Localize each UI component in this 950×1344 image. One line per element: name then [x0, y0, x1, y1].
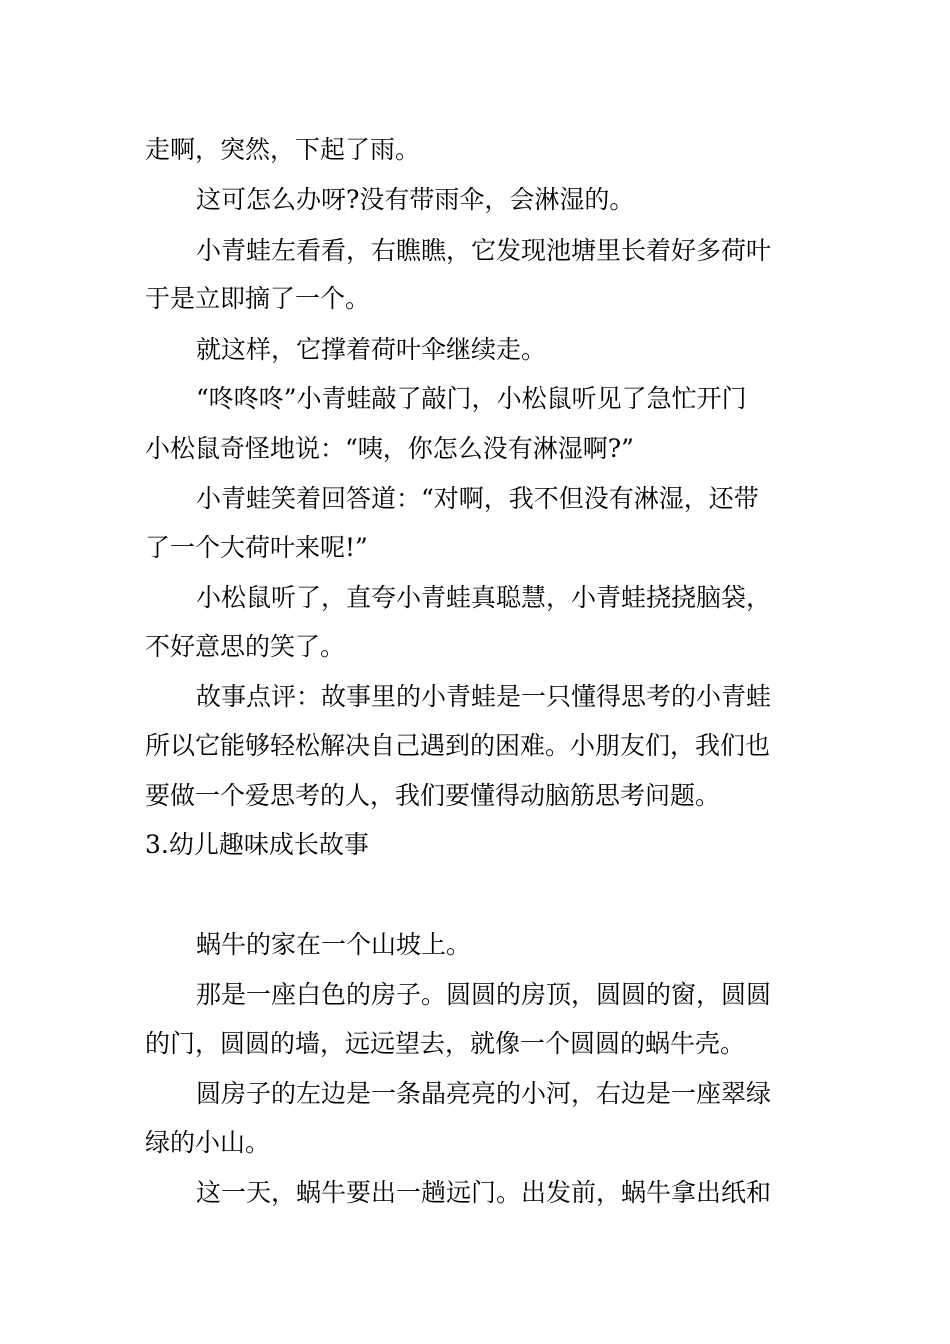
text-line: 故事点评：故事里的小青蛙是一只懂得思考的小青蛙 [196, 682, 772, 711]
text-line: 这一天，蜗牛要出一趟远门。出发前，蜗牛拿出纸和 [196, 1178, 772, 1207]
text-line: 小松鼠听了，直夸小青蛙真聪慧，小青蛙挠挠脑袋， [196, 583, 772, 612]
text-line: 不好意思的笑了。 [145, 632, 346, 661]
text-line: 小青蛙左看看，右瞧瞧，它发现池塘里长着好多荷叶 [196, 236, 772, 265]
text-line: 蜗牛的家在一个山坡上。 [196, 930, 472, 959]
text-line: 圆房子的左边是一条晶亮亮的小河，右边是一座翠绿 [196, 1079, 772, 1108]
section-heading: 3.幼儿趣味成长故事 [145, 830, 369, 859]
text-line: 所以它能够轻松解决自己遇到的困难。小朋友们，我们也 [145, 731, 771, 760]
text-line: 那是一座白色的房子。圆圆的房顶，圆圆的窗，圆圆 [196, 980, 772, 1009]
text-line: 走啊，突然，下起了雨。 [145, 135, 421, 164]
text-line: 要做一个爱思考的人，我们要懂得动脑筋思考问题。 [145, 781, 721, 810]
text-line: 小松鼠奇怪地说：“咦，你怎么没有淋湿啊?” [145, 434, 634, 463]
text-line: 了一个大荷叶来呢!” [145, 533, 368, 562]
text-line: “咚咚咚”小青蛙敲了敲门，小松鼠听见了急忙开门 [196, 384, 747, 413]
text-line: 的门，圆圆的墙，远远望去，就像一个圆圆的蜗牛壳。 [145, 1029, 746, 1058]
text-line: 就这样，它撑着荷叶伞继续走。 [196, 335, 547, 364]
text-line: 小青蛙笑着回答道：“对啊，我不但没有淋湿，还带 [196, 484, 759, 513]
text-line: 这可怎么办呀?没有带雨伞，会淋湿的。 [196, 185, 635, 214]
text-line: 绿的小山。 [145, 1128, 271, 1157]
text-line: 于是立即摘了一个。 [145, 284, 371, 313]
